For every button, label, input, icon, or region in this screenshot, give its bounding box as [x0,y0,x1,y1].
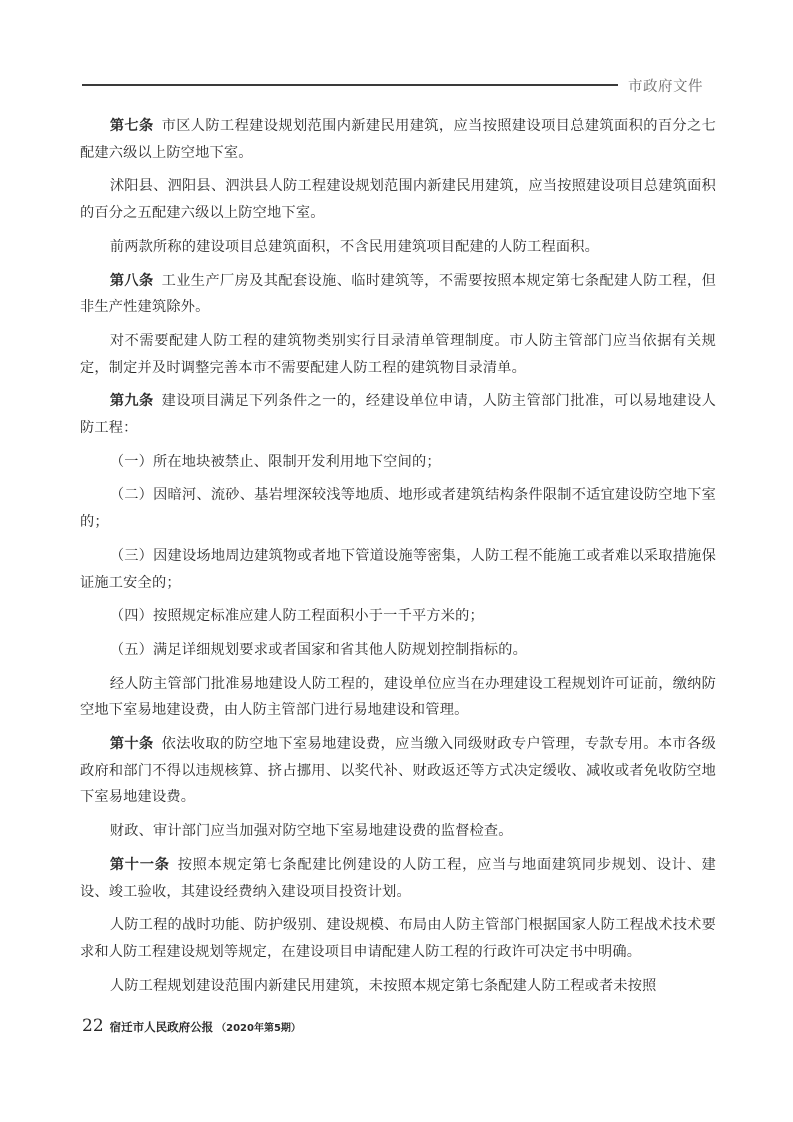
article-number: 第七条 [109,118,154,134]
list-item-text: （一）所在地块被禁止、限制开发利用地下空间的； [109,453,441,470]
list-item [80,637,716,664]
paragraph-text: 财政、审计部门应当加强对防空地下室易地建设费的监督检查。 [109,823,513,840]
page-footer [82,1016,301,1036]
paragraph-text: 建设项目满足下列条件之一的，经建设单位申请，人防主管部门批准，可以易地建设人防工程： [80,393,716,437]
list-item [80,482,716,535]
paragraph-text: 经人防主管部门批准易地建设人防工程的，建设单位应当在办理建设工程规划许可证前，缴纳防空地下室易地建设费，由人防主管部门进行易地建设和管理。 [80,675,716,719]
paragraph [80,731,716,811]
journal-name: 宿迁市人民政府公报 [109,1020,214,1034]
paragraph [80,973,716,1000]
page-number: 22 [82,1016,104,1036]
section-title: 市政府文件 [628,79,703,95]
paragraph-text: 工业生产厂房及其配套设施、临时建筑等，不需要按照本规定第七条配建人防工程，但非生产性建筑除外。 [80,272,716,316]
list-item-text: （五）满足详细规划要求或者国家和省其他人防规划控制指标的。 [109,641,528,658]
list-item [80,543,716,596]
paragraph [80,173,716,226]
paragraph [80,388,716,441]
article-number: 第九条 [109,393,154,410]
list-item-text: （四）按照规定标准应建人防工程面积小于一千平方米的； [109,608,484,625]
paragraph-text: 按照本规定第七条配建比例建设的人防工程，应当与地面建筑同步规划、设计、建设、竣工验收，其建设经费纳入建设项目投资计划。 [80,856,717,900]
list-item-text: （二）因暗河、流砂、基岩埋深较浅等地质、地形或者建筑结构条件限制不适宜建设防空地下室的； [80,487,716,531]
article-number: 第十条 [109,736,154,753]
article-number: 第八条 [109,272,154,289]
issue-label: （2020年第5期） [216,1023,301,1034]
paragraph [80,818,716,845]
paragraph [80,852,716,905]
article-number: 第十一条 [109,856,170,873]
paragraph [80,268,716,321]
list-item [80,603,716,630]
document-body [80,113,716,1006]
list-item-text: （三）因建设场地周边建筑物或者地下管道设施等密集，人防工程不能施工或者难以采取措施保证施工安全的； [80,547,716,591]
paragraph-text: 依法收取的防空地下室易地建设费，应当缴入同级财政专户管理，专款专用。本市各级政府和部门不得以违规核算、挤占挪用、以奖代补、财政返还等方式决定缓收、减收或者免收防空地下室易地建设费。 [80,736,716,806]
paragraph [80,671,716,724]
paragraph-text: 对不需要配建人防工程的建筑物类别实行目录清单管理制度。市人防主管部门应当依据有关规定，制定并及时调整完善本市不需要配建人防工程的建筑物目录清单。 [80,332,716,376]
paragraph [80,234,716,261]
paragraph-text: 市区人防工程建设规划范围内新建民用建筑，应当按照建设项目总建筑面积的百分之七配建六级以上防空地下室。 [80,118,716,161]
paragraph [80,113,716,166]
header-rule [82,84,618,86]
list-item [80,449,716,476]
paragraph [80,328,716,381]
paragraph [80,912,716,965]
paragraph-text: 人防工程规划建设范围内新建民用建筑，未按照本规定第七条配建人防工程或者未按照 [109,977,657,994]
paragraph-text: 前两款所称的建设项目总建筑面积，不含民用建筑项目配建的人防工程面积。 [109,238,599,255]
paragraph-text: 人防工程的战时功能、防护级别、建设规模、布局由人防主管部门根据国家人防工程战术技术要求和人防工程建设规划等规定，在建设项目申请配建人防工程的行政许可决定书中明确。 [80,917,716,960]
paragraph-text: 沭阳县、泗阳县、泗洪县人防工程建设规划范围内新建民用建筑，应当按照建设项目总建筑面积的百分之五配建六级以上防空地下室。 [80,178,716,222]
